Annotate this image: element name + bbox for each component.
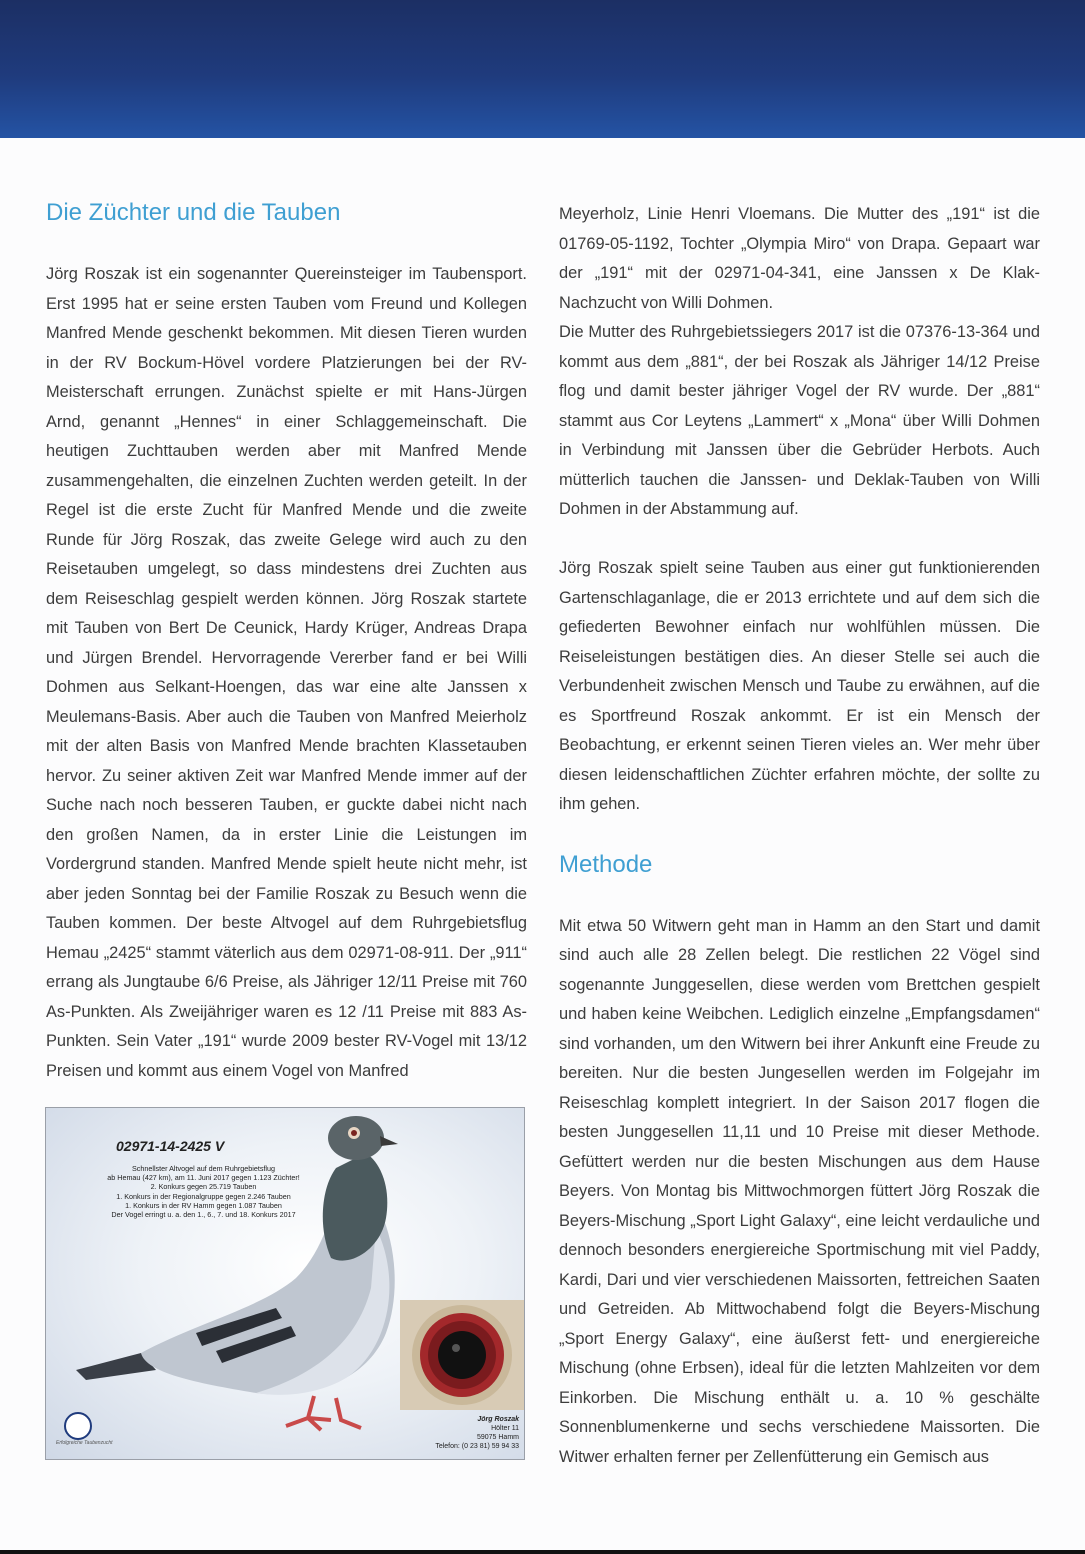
- left-column: [46, 196, 527, 1086]
- lineage-paragraph: Meyerholz, Linie Henri Vloemans. Die Mutter des „191“ ist die 01769-05-1192, Tochter „Olympia Miro“ von Drapa. Gepaart war der „191“ mit der 02971-04-341, eine Janssen x De Klak-Nachzucht von Willi Dohmen.: [559, 205, 1040, 312]
- eye-closeup-photo: [400, 1300, 524, 1410]
- header-banner: [0, 0, 1085, 138]
- card-line: 2. Konkurs gegen 25.719 Tauben: [150, 1182, 257, 1192]
- section-heading-method: Methode: [559, 850, 653, 878]
- card-line: Schnellster Altvogel auf dem Ruhrgebietsflug: [131, 1164, 276, 1173]
- card-achievements: [66, 1164, 341, 1219]
- card-line: 1. Konkurs in der Regionalgruppe gegen 2.246 Tauben: [116, 1191, 291, 1201]
- breeders-paragraph: Jörg Roszak ist ein sogenannter Quereinsteiger im Taubensport. Erst 1995 hat er seine ersten Tauben vom Freund und Kollegen Manfred Mende geschenkt bekommen. Mit diesen Tieren wurden in der RV Bockum-Hövel vordere Platzierungen bei der RV-Meisterschaft errungen. Zunächst spielte er mit Hans-Jürgen Arnd, genannt „Hennes“ in einer Schlaggemeinschaft. Die heutigen Zuchttauben werden aber mit Manfred Mende zusammengehalten, die einzelnen Zuchten werden geteilt. In der Regel ist die erste Zucht für Manfred Mende und die zweite Runde für Jörg Roszak, das zweite Gelege wird auch zu den Reisetauben umgelegt, so dass mindestens drei Zuchten aus dem Reiseschlag gespielt werden können. Jörg Roszak startete mit Tauben von Bert De Ceunick, Hardy Krüger, Andreas Drapa und Jürgen Brendel. Hervorragende Vererber fand er bei Willi Dohmen aus Selkant-Hoengen, das war eine alte Janssen x Meulemans-Basis. Aber auch die Tauben von Manfred Meierholz mit der alten Basis von Manfred Mende brachten Klassetauben hervor. Zu seiner aktiven Zeit war Manfred Mende immer auf der Suche nach noch besseren Tauben, er guckte dabei nicht nach den großen Namen, da in erster Linie die Leistungen im Vordergrund standen. Manfred Mende spielt heute nicht mehr, ist aber jeden Sonntag bei der Familie Roszak zu Besuch wenn die Tauben kommen. Der beste Altvogel auf dem Ruhrgebietsflug Hemau „2425“ stammt väterlich aus dem 02971-08-911. Der „911“ errang als Jungtaube 6/6 Preise, als Jähriger 12/11 Preise mit 760 As-Punkten. Als Zweijähriger waren es 12 /11 Preise mit 883 As-Punkten. Sein Vater „191“ wurde 2009 bester RV-Vogel mit 13/12 Preisen und kommt aus einem Vogel von Manfred: [46, 265, 527, 1080]
- owner-city: 59075 Hamm: [476, 1434, 519, 1441]
- card-line: ab Hemau (427 km), am 11. Juni 2017 gegen 1.123 Züchter!: [107, 1173, 300, 1183]
- loft-paragraph: Jörg Roszak spielt seine Tauben aus einer gut funktionierenden Gartenschlaganlage, die er 2013 errichtete und auf dem sich die gefiederten Bewohner einfach nur wohlfühlen müssen. Die Reiseleistungen bestätigen dies. An dieser Stelle sei auch die Verbundenheit zwischen Mensch und Taube zu erwähnen, auf die es Sportfreund Roszak ankommt. Er ist ein Mensch der Beobachtung, er erkennt seinen Tieren vieles an. Wer mehr über diesen leidenschaftlichen Züchter erfahren möchte, der sollte zu ihm gehen.: [559, 559, 1040, 813]
- method-paragraph: Mit etwa 50 Witwern geht man in Hamm an den Start und damit sind auch alle 28 Zellen belegt. Die restlichen 22 Vögel sind sogenannte Junggesellen, diese werden vom Brettchen gespielt und haben keine Weibchen. Lediglich einzelne „Empfangsdamen“ sind vorhanden, um den Witwern bei ihrer Ankunft eine Freude zu bereiten. Nur die besten Jungesellen werden im Folgejahr im Reiseschlag komplett integriert. In der Saison 2017 flogen die besten Junggesellen 11,11 und 10 Preise mit dieser Methode. Gefüttert werden nur die besten Mischungen aus dem Hause Beyers. Von Montag bis Mittwochmorgen füttert Jörg Roszak die Beyers-Mischung „Sport Light Galaxy“, eine leicht verdauliche und dennoch besonders energiereiche Sportmischung mit viel Paddy, Kardi, Dari und vier verschiedenen Maissorten, fettreichen Saaten und Getreiden. Ab Mittwochabend folgt die Beyers-Mischung „Sport Energy Galaxy“, eine äußerst fett- und energiereiche Mischung (ohne Erbsen), ideal für die letzten Mahlzeiten vor dem Einkorben. Die Mischung enthält u. a. 10 % geschälte Sonnenblumenkerne und sechs verschiedene Maissorten. Die Witwer erhalten ferner per Zellenfütterung ein Gemisch aus: [559, 916, 1040, 1466]
- mother-paragraph: Die Mutter des Ruhrgebietssiegers 2017 ist die 07376-13-364 und kommt aus dem „881“, der bei Roszak als Jähriger 14/12 Preise flog und damit bester jähriger Vogel der RV wurde. Der „881“ stammt aus Cor Leytens „Lammert“ x „Mona“ über Willi Dohmen in Verbindung mit Janssen über die Gebrüder Herbots. Auch mütterlich tauchen die Janssen- und Deklak-Tauben von Willi Dohmen in der Abstammung auf.: [559, 323, 1040, 518]
- card-ring-number: 02971-14-2425 V: [116, 1138, 225, 1154]
- logo-icon: [64, 1412, 92, 1440]
- card-line: Der Vogel erringt u. a. den 1., 6., 7. und 18. Konkurs 2017: [111, 1210, 296, 1220]
- pigeon-photo-card: [45, 1107, 525, 1460]
- card-line: 1. Konkurs in der RV Hamm gegen 1.087 Tauben: [125, 1200, 282, 1210]
- owner-name: Jörg Roszak: [477, 1416, 519, 1423]
- owner-street: Hölter 11: [491, 1425, 519, 1432]
- right-column: [559, 200, 1040, 1472]
- section-heading-breeders: Die Züchter und die Tauben: [46, 199, 341, 226]
- logo-caption: Erfolgreiche Taubenzucht: [56, 1440, 113, 1446]
- owner-phone: Telefon: (0 23 81) 59 94 33: [435, 1443, 519, 1450]
- page-bottom-rule: [0, 1550, 1085, 1554]
- owner-contact: [435, 1415, 519, 1451]
